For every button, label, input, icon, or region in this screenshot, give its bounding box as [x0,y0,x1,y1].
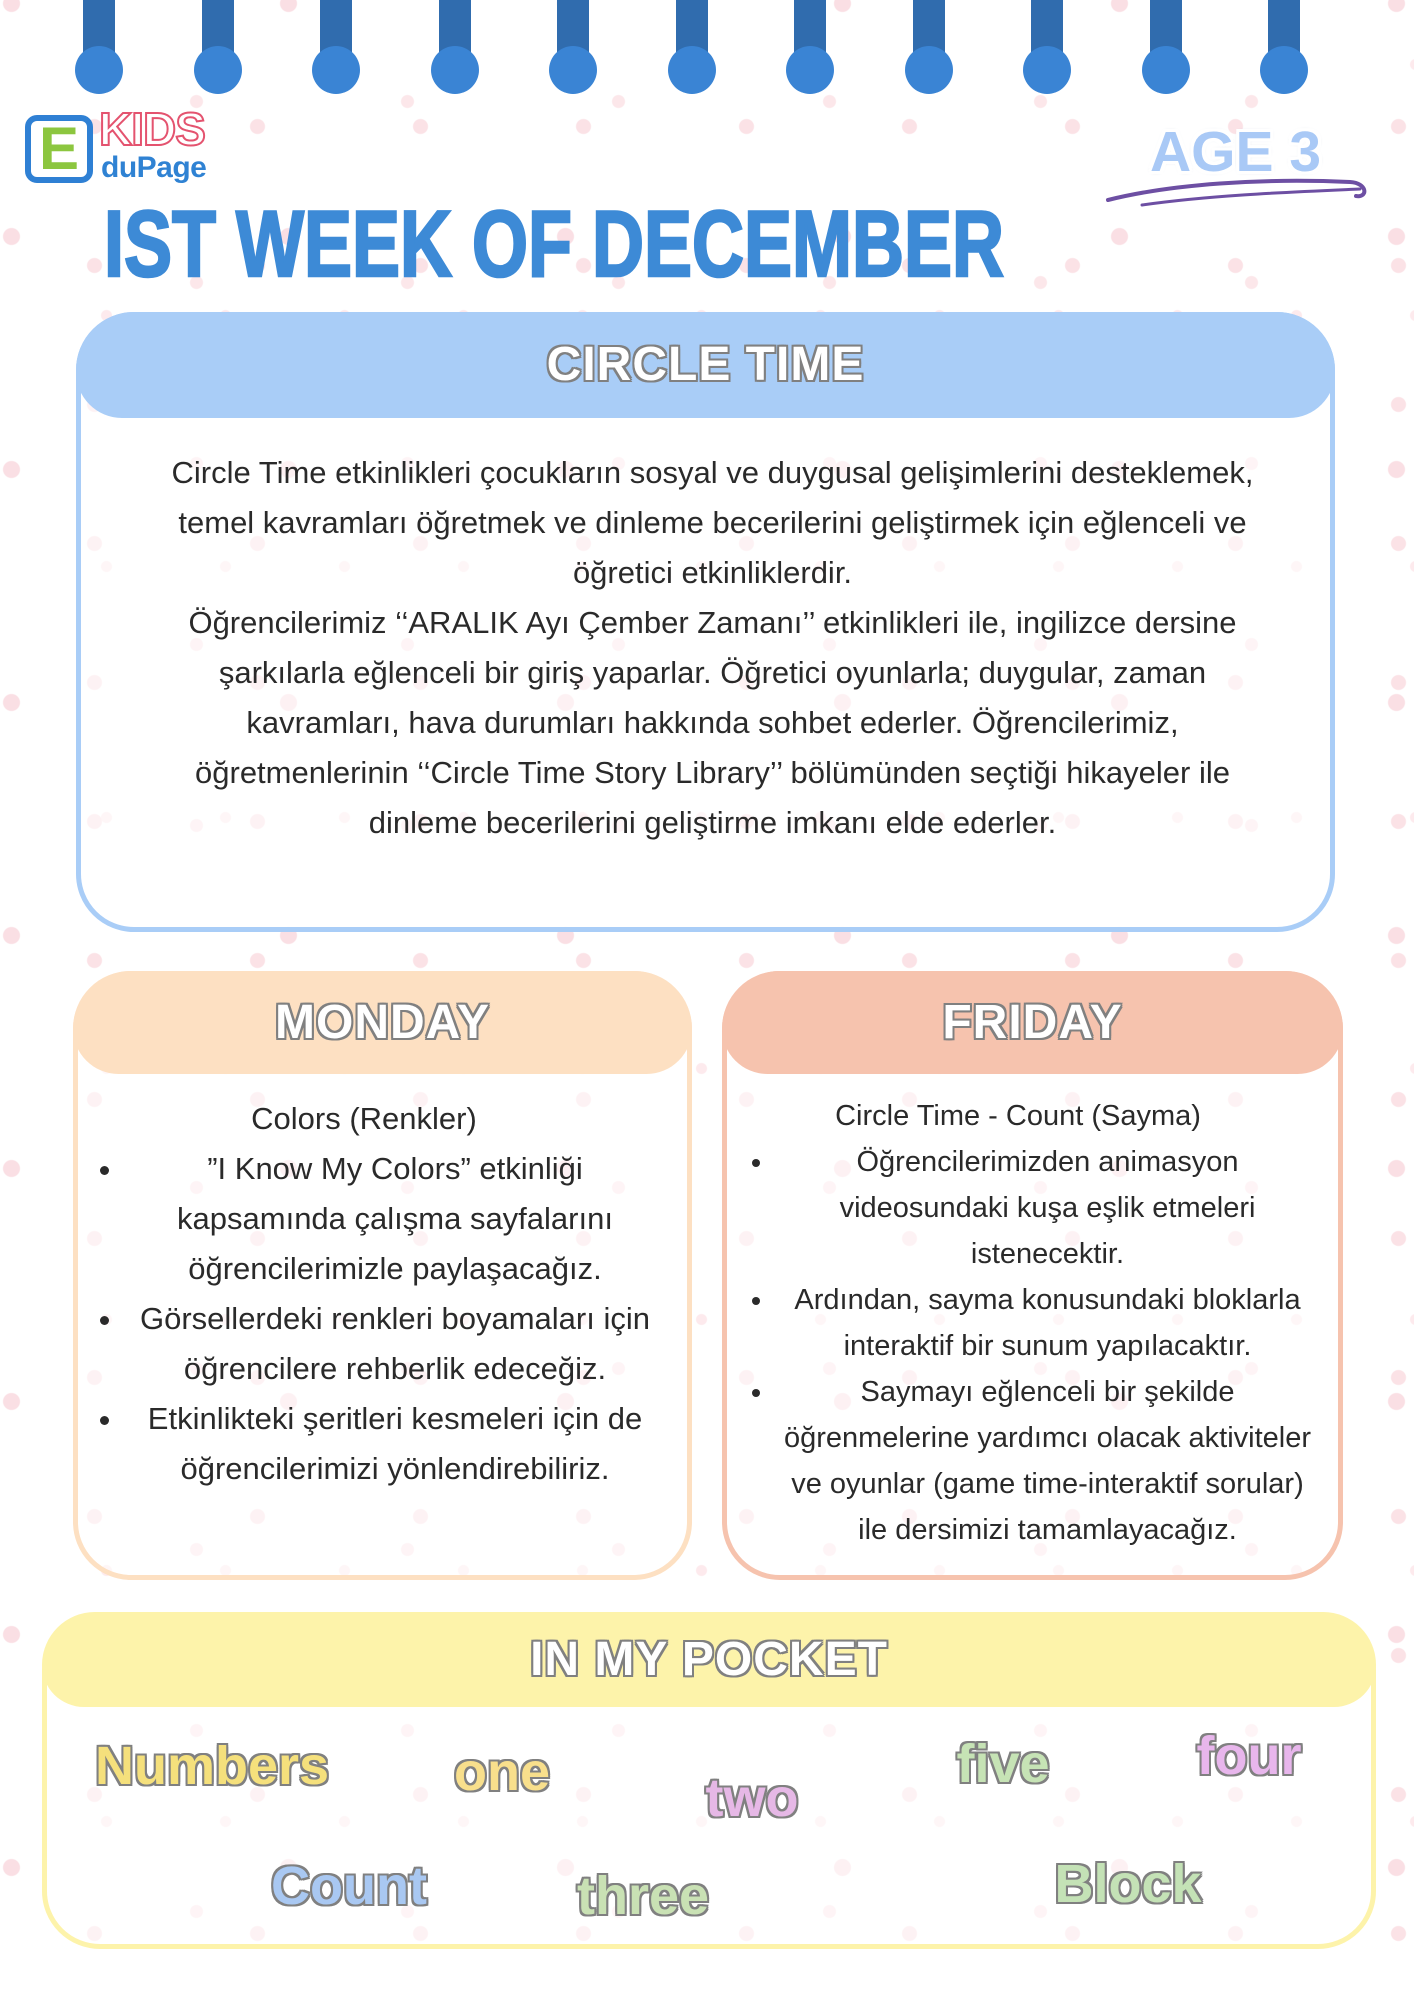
friday-activity-list [775,1139,1320,1553]
binding-ring [905,0,953,100]
binding-ring [1260,0,1308,100]
spiral-binding [0,0,1414,100]
binding-ring [668,0,716,100]
monday-subtitle: Colors (Renkler) [251,1101,477,1136]
circle-time-header [76,312,1335,418]
friday-subtitle: Circle Time - Count (Sayma) [835,1100,1201,1132]
binding-ring [549,0,597,100]
vocabulary-word: five [956,1734,1050,1794]
vocabulary-word: Block [1054,1854,1202,1914]
logo-brand-text: duPage [101,151,207,184]
friday-header [722,971,1343,1074]
circle-time-description [145,448,1280,848]
list-item: • Etkinlikteki şeritleri kesmeleri için de öğrencilerimizi yönlendirebiliriz. [125,1394,665,1494]
binding-ring [786,0,834,100]
vocabulary-word: three [576,1866,710,1926]
monday-activity-list [125,1144,665,1494]
vocabulary-word: Numbers [94,1736,330,1796]
binding-ring [1142,0,1190,100]
vocabulary-word: Count [271,1856,427,1916]
vocabulary-word: two [705,1768,799,1828]
page-title: IST WEEK OF DECEMBER [104,192,1005,297]
binding-ring [431,0,479,100]
list-item: • Ardından, sayma konusundaki bloklarla interaktif bir sunum yapılacaktır. [775,1277,1320,1369]
in-my-pocket-title: IN MY POCKET [530,1633,888,1686]
circle-time-title: CIRCLE TIME [546,338,865,391]
list-item: • Öğrencilerimizden animasyon videosundaki kuşa eşlik etmeleri istenecektir. [775,1139,1320,1277]
monday-title: MONDAY [275,996,490,1049]
friday-card [722,971,1343,1580]
binding-ring [194,0,242,100]
vocabulary-word: one [453,1742,551,1802]
list-item: • ”I Know My Colors” etkinliği kapsamında çalışma sayfalarını öğrencilerimizle paylaşacağız. [125,1144,665,1294]
in-my-pocket-header [42,1612,1376,1707]
paragraph: Öğrencilerimiz ‘‘ARALIK Ayı Çember Zamanı’’ etkinlikleri ile, ingilizce dersine şarkılarla eğlenceli bir giriş yaparlar. Öğretici oyunlarla; duygular, zaman kavramları, hava durumları hakkında sohbet ederler. Öğrencilerimiz, öğretmenlerinin ‘‘Circle Time Story Library’’ bölümünden seçtiği hikayeler ile dinleme becerilerini geliştirme imkanı elde ederler. [188,605,1237,840]
logo-kids-text: KIDS [99,103,205,155]
binding-ring [312,0,360,100]
paragraph: Circle Time etkinlikleri çocukların sosyal ve duygusal gelişimlerini desteklemek, temel kavramları öğretmek ve dinleme becerilerini geliştirmek için eğlenceli ve öğretici etkinliklerdir. [171,455,1254,590]
friday-title: FRIDAY [942,996,1123,1049]
list-item: • Saymayı eğlenceli bir şekilde öğrenmelerine yardımcı olacak aktiviteler ve oyunlar (game time-interaktif sorular) ile dersimizi tamamlayacağız. [775,1369,1320,1553]
circle-time-card [76,312,1335,932]
list-item: • Görsellerdeki renkleri boyamaları için öğrencilere rehberlik edeceğiz. [125,1294,665,1394]
age-badge: AGE 3 [1150,120,1322,184]
monday-header [73,971,692,1074]
binding-ring [1023,0,1071,100]
in-my-pocket-card [42,1612,1376,1949]
binding-ring [75,0,123,100]
monday-card [73,971,692,1580]
logo-e-mark: E [25,115,93,183]
vocabulary-word: four [1196,1726,1302,1786]
swoosh-decoration [1102,168,1372,210]
